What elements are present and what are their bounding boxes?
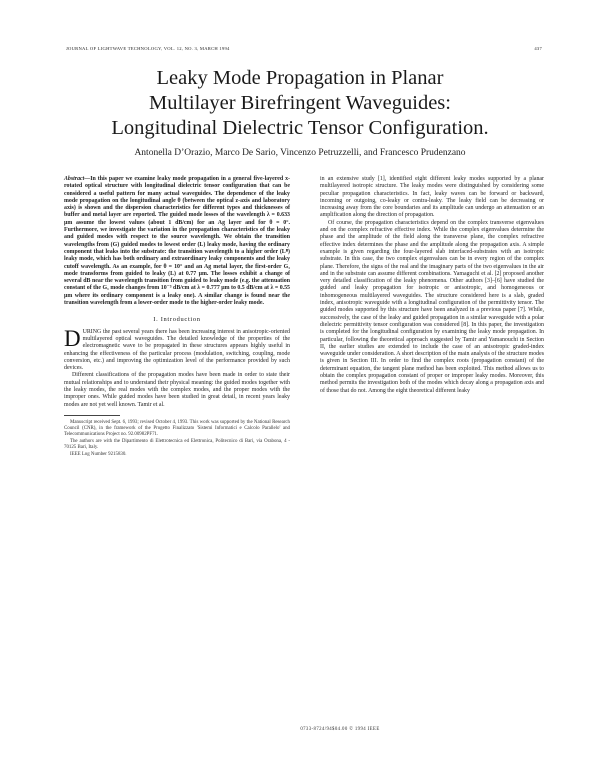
journal-name: JOURNAL OF LIGHTWAVE TECHNOLOGY, VOL. 12, NO. 3, MARCH 1994: [66, 46, 230, 51]
author-list: Antonella D’Orazio, Marco De Sario, Vincenzo Petruzzelli, and Francesco Prudenzano: [134, 148, 466, 158]
footnote-manuscript: Manuscript received Sept. 6, 1993; revised October 4, 1993. This work was supported by the National Research Council (CNR), in the framework of the Progetto Finalizzato 'Sistemi Informatici e Calcolo Parallelo' and Telecommunications Project no. 92.00982PF71.: [64, 419, 290, 438]
abstract-lead: Abstract: [64, 176, 85, 182]
footnote-rule: [64, 415, 120, 416]
title-line-2: Multilayer Birefringent Waveguides:: [149, 92, 451, 114]
title-line-1: Leaky Mode Propagation in Planar: [156, 67, 444, 89]
right-column: [320, 176, 544, 395]
drop-cap: D: [64, 325, 81, 351]
intro-paragraph-1-text: URING the past several years there has been increasing interest in anisotropic-oriented multilayered optical waveguides. The detailed knowledge of the properties of the electromagnetic wave to be propagated in these structures appears highly useful in enhancing the effectiveness of the particular process (modulation, switching, coupling, mode conversion, etc.) and improving the optimization level of the performance provided by such devices.: [64, 328, 290, 372]
title-line-3: Longitudinal Dielectric Tensor Configuration.: [111, 117, 489, 139]
page-number: 437: [534, 46, 542, 51]
copyright-line: 0733-8724/94$04.00 © 1994 IEEE: [300, 727, 380, 732]
right-paragraph-1: in an extensive study [1], identified eight different leaky modes supported by a planar multilayered isotropic structure. The leaky modes were distinguished by considering some peculiar propagation characteristics. In fact, leaky waves can be forward or backward, incoming or outgoing, co-leaky or contra-leaky. The leaky field can be decreasing or increasing away from the core boundaries and its amplitude can undergo an attenuation or an amplification along the direction of propagation.: [320, 176, 544, 219]
running-head: [66, 46, 542, 51]
footnote-log-number: IEEE Log Number 9215830.: [70, 452, 127, 458]
intro-paragraph-1: [64, 325, 290, 373]
left-column: [64, 176, 290, 459]
abstract: [64, 176, 290, 307]
footnote-affiliation: The authors are with the Dipartimento di Elettrotecnica ed Elettronica, Politecnico di Bari, via Orabona, 4 - 70125 Bari, Italy.: [64, 439, 290, 451]
abstract-text: —In this paper we examine leaky mode propagation in a general five-layered x-rotated optical structure with longitudinal dielectric tensor configuration that can be considered a useful pattern for many actual waveguides. The dependence of the leaky mode propagation on the longitudinal angle θ (between the optical z-axis and laboratory axis) is shown and the dispersion characteristics for different types and thicknesses of buffer and metal layer are reported. The guided mode losses of the wavelength λ = 0.633 μm assume the lowest values (about 1 dB/cm) for an Ag layer and for θ = 0°. Furthermore, we investigate the variation in the propagation characteristics of the leaky and guided modes with respect to the source wavelength. We obtain the transition wavelengths from (G) guided modes to lowest order (L) leaky mode, having the ordinary component that leaks into the substrate: the transition wavelength to a higher order (Lᴮ) leaky mode, which has both ordinary and extraordinary leaky components and the leaky cutoff wavelength. As an example, for θ = 10° and an Ag metal layer, the first-order G₁ mode transforms from guided to leaky (L) at 0.77 μm. The losses exhibit a change of several dB near the wavelength transition from guided to leaky mode (e.g. the attenuation constant of the G₁ mode changes from 10⁻³ dB/cm at λ = 0.777 μm to 0.5 dB/cm at λ = 0.55 μm where its ordinary component is a leaky one). A similar change is found near the transition wavelength from a lower-order mode to the higher-order leaky mode.: [64, 176, 290, 307]
paper-title: [60, 66, 540, 141]
footnotes: [64, 420, 290, 459]
section-heading-introduction: I. Introduction: [153, 316, 201, 324]
introduction-text: [64, 325, 290, 409]
intro-paragraph-2: Different classifications of the propagation modes have been made in order to state their mutual relationships and to understand their physical meaning: the guided modes together with the leaky modes, the real modes with the complex modes, and the proper modes with the improper ones. While guided modes have been studied in great detail, in recent years leaky modes are not yet well known. Tamir et al.: [64, 372, 290, 408]
right-paragraph-2: Of course, the propagation characteristics depend on the complex transverse eigenvalues and on the complex refractive effective index. While the complex eigenvalues determine the phase and the amplitude of the field along the transverse plane, the complex refractive effective index determines the phase and the amplitude along the propagation axis. A simple example is given regarding the four-layered slab interfaced-substrates with an isotropic substrate. In this case, the two complex eigenvalues can be in every region of the complex plane. Therefore, the signs of the real and the imaginary parts of the two eigenvalues in the air and in the substrate can assume different combinations. Yamaguchi et al. [2] proposed another very detailed classification of the leaky phenomena. Other authors [3]–[6] have studied the guided and leaky propagation for isotropic or anisotropic, and homogeneous or inhomogeneous multilayered waveguides. The structure considered here is a slab, graded index, anisotropic waveguide with a longitudinal configuration of the permittivity tensor. The guided modes supported by this structure have been analyzed in a previous paper [7]. While, successively, the case of the leaky and guided propagation in a similar waveguide with a polar dielectric permittivity tensor configuration was considered [8]. In this paper, the investigation is completed for the longitudinal configuration by examining the leaky mode propagation. In particular, following the theoretical approach suggested by Tamir and Yamanouchi in Section II, the earlier studies are extended to include the case of an anisotropic graded-index waveguide under consideration. A short description of the main analysis of the structure modes is given in Section III. In order to find the complex roots (propagation constant) of the determinant equation, the tangent plane method has been exploited. This method allows us to obtain the complex propagation constant of proper or improper leaky modes. Moreover, this method permits the investigation both of the modes which decay along a propagation axis and of those that do not. Among the eight theoretical different leaky: [320, 219, 544, 394]
